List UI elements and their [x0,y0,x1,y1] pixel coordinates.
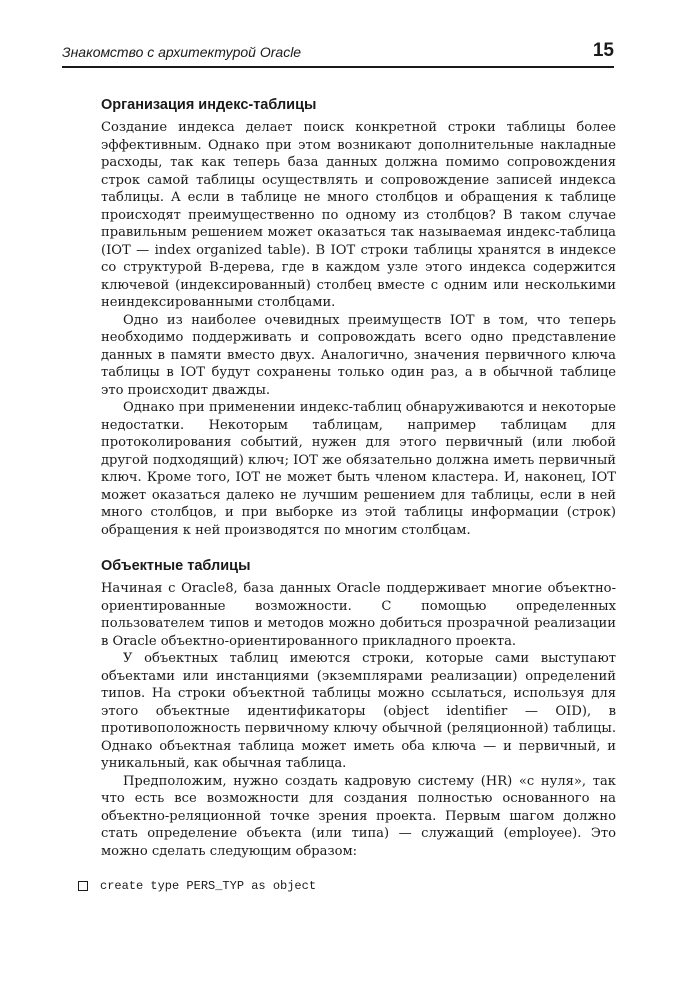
page-number: 15 [592,40,614,61]
code-listing [78,879,316,893]
paragraph: Предположим, нужно создать кадровую систему (HR) «с нуля», так что есть все возможности для создания полностью основанного на объектно-реляционной точке зрения проекта. Первым шагом должно стать определение объекта (или типа) — служащий (employee). Это можно сделать следующим образом: [101,773,616,859]
paragraph: Одно из наиболее очевидных преимуществ IOT в том, что теперь необходимо поддерживать и сопровождать всего одно представление данных в памяти вместо двух. Аналогично, значения первичного ключа таблицы в IOT будут сохранены только один раз, а в обычной таблице это происходит дважды. [101,312,616,398]
paragraph: Однако при применении индекс-таблиц обнаруживаются и некоторые недостатки. Некоторым таблицам, например таблицам для протоколирования событий, нужен для этого первичный (или любой другой подходящий) ключ; IOT же обязательно должна иметь первичный ключ. Кроме того, IOT не может быть членом кластера. И, наконец, IOT может оказаться далеко не лучшим решением для таблицы, если в ней много столбцов, и при выборке из этой таблицы информации (строк) обращения к ней производятся по многим столбцам. [101,400,616,538]
running-header [62,40,614,64]
section-heading-iot: Организация индекс-таблицы [101,97,317,113]
page-body [101,95,616,860]
code-line-text: create type PERS_TYP as object [100,879,317,893]
paragraph: Создание индекса делает поиск конкретной строки таблицы более эффективным. Однако при этом возникают дополнительные накладные расходы, так как теперь база данных должна помимо сопровождения строк самой таблицы осуществлять и сопровождение записей индекса таблицы. А если в таблице не много столбцов и обращения к таблице происходят преимущественно по одному из столбцов? В таком случае правильным решением может оказаться так называемая индекс-таблица (IOT — index organized table). В IOT строки таблицы хранятся в индексе со структурой B-дерева, где в каждом узле этого индекса содержится ключевой (индексированный) столбец вместе с одним или несколькими неиндексированными столбцами. [101,120,616,310]
code-marker-icon [78,881,88,891]
section-heading-object-tables: Объектные таблицы [101,558,251,574]
paragraph: У объектных таблиц имеются строки, которые сами выступают объектами или инстанциями (экземплярами реализации) определений типов. На строки объектной таблицы можно ссылаться, используя для этого объектные идентификаторы (object identifier — OID), в противоположность первичному ключу обычной (реляционной) таблицы. Однако объектная таблица может иметь оба ключа — и первичный, и уникальный, как обычная таблица. [101,651,616,771]
running-title: Знакомство с архитектурой Oracle [62,44,302,60]
section-object-tables [101,556,616,860]
section-iot [101,95,616,539]
paragraph: Начиная с Oracle8, база данных Oracle поддерживает многие объектно-ориентированные возможности. С помощью определенных пользователем типов и методов можно добиться прозрачной реализации в Oracle объектно-ориентированного прикладного проекта. [101,581,616,649]
header-rule [62,66,614,68]
